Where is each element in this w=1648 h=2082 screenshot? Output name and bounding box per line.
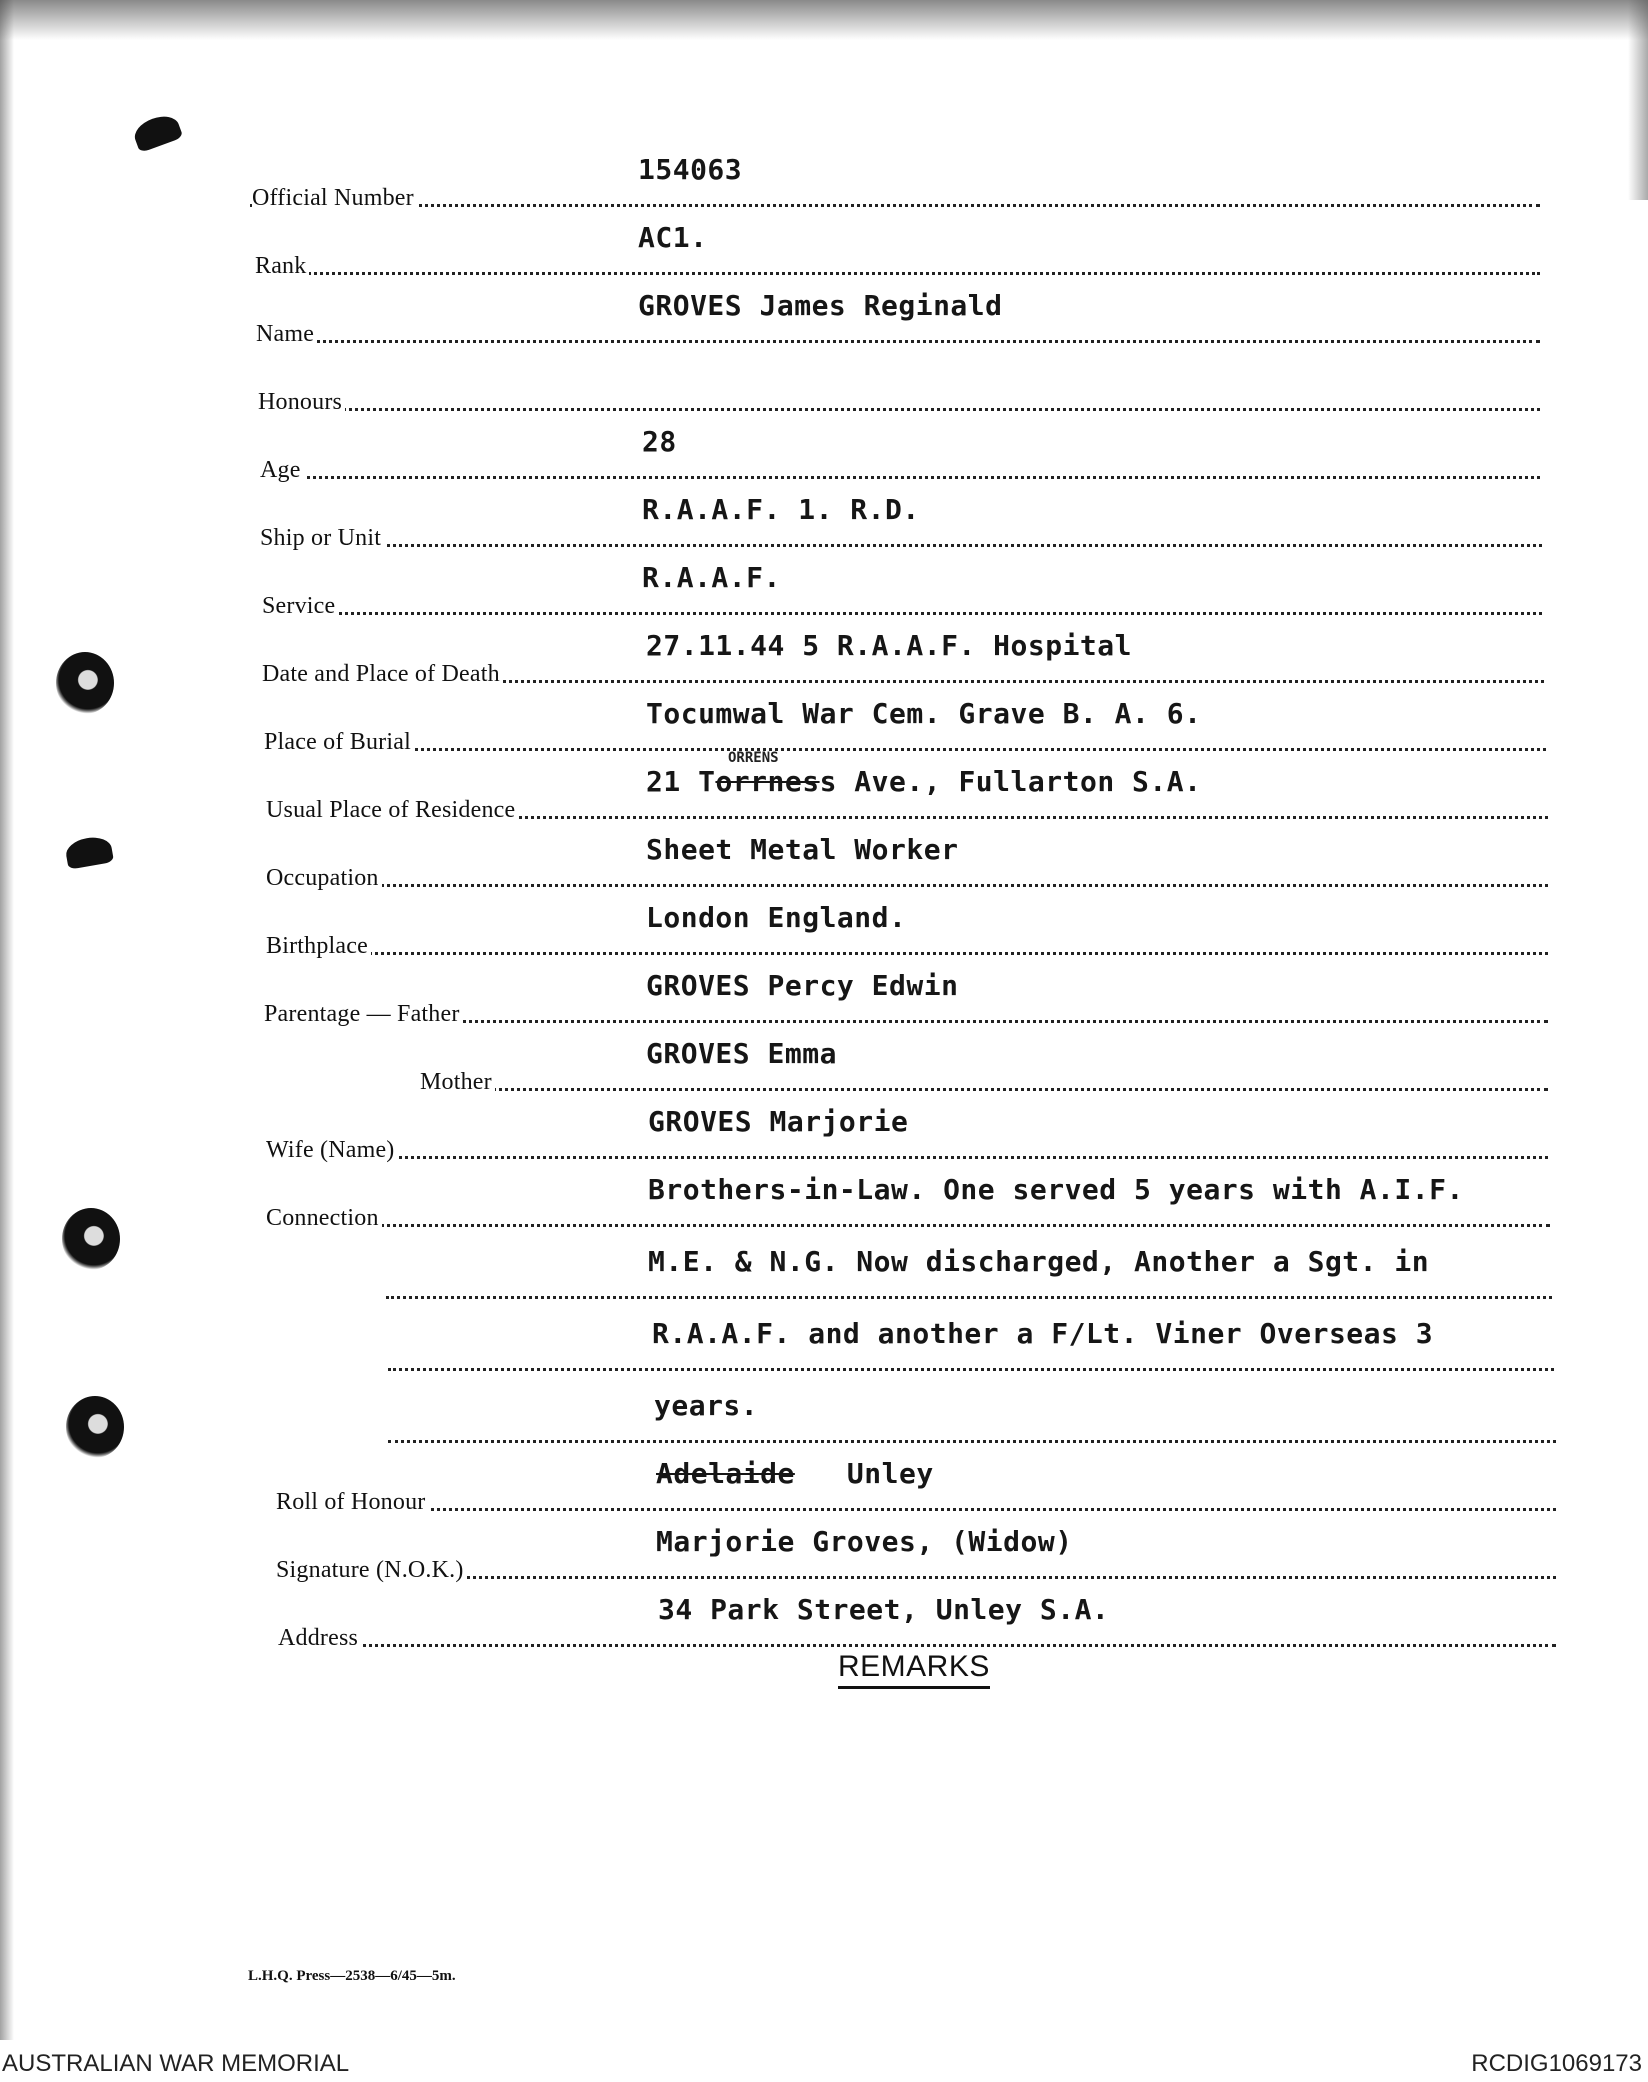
dotted-line [278,1644,1556,1647]
field-wife-name [0,1098,1648,1168]
dotted-line [260,476,1540,479]
field-value: 27.11.44 5 R.A.A.F. Hospital [646,629,1133,662]
dotted-line [266,952,1548,955]
field-value: GROVES James Reginald [638,289,1003,322]
dotted-line [256,340,1540,343]
field-label: Birthplace [266,933,371,960]
field-value: 28 [642,425,677,458]
dotted-line [266,1156,1548,1159]
field-service [0,554,1648,624]
field-label: Date and Place of Death [262,661,503,688]
field-value: R.A.A.F. 1. R.D. [642,493,920,526]
dotted-line [250,204,1540,207]
field-value: GROVES Percy Edwin [646,969,959,1002]
dotted-line [258,408,1540,411]
field-date-place-of-death [0,622,1648,692]
press-note: L.H.Q. Press—2538—6/45—5m. [248,1968,456,1984]
field-ship-or-unit [0,486,1648,556]
field-label: Connection [266,1205,382,1232]
field-value: Brothers-in-Law. One served 5 years with A.I.F. [648,1173,1464,1206]
field-value: GROVES Emma [646,1037,837,1070]
dotted-line [276,1576,1556,1579]
field-value: 34 Park Street, Unley S.A. [658,1593,1110,1626]
struck-text: Adelaide [656,1457,795,1490]
field-label: Name [256,321,317,348]
field-value: GROVES Marjorie [648,1105,909,1138]
field-rank [0,214,1648,284]
field-value: Marjorie Groves, (Widow) [656,1525,1073,1558]
dotted-line [266,1224,1550,1227]
field-value: years. [654,1389,759,1422]
handwritten-correction: ORRENS [728,750,779,766]
archive-credit: AUSTRALIAN WAR MEMORIAL [2,2050,350,2077]
field-birthplace [0,894,1648,964]
field-address [0,1586,1648,1656]
field-signature-nok [0,1518,1648,1588]
field-label: Place of Burial [264,729,414,756]
field-value: AC1. [638,221,708,254]
field-name [0,282,1648,352]
field-value: Sheet Metal Worker [646,833,959,866]
field-value: London England. [646,901,907,934]
field-parentage-mother [0,1030,1648,1100]
field-label: Mother [420,1069,495,1096]
field-label: Address [278,1625,361,1652]
field-label: Roll of Honour [276,1489,428,1516]
scan-top-edge [0,0,1648,40]
dotted-line [260,544,1542,547]
field-value: 21 Torrness Ave., Fullarton S.A. [646,765,1202,798]
field-label: Usual Place of Residence [266,797,518,824]
field-connection-line-2 [0,1238,1648,1308]
field-age [0,418,1648,488]
field-official-number [0,146,1648,216]
field-honours [0,350,1648,420]
field-label: Wife (Name) [266,1137,398,1164]
field-label: Honours [258,389,345,416]
field-connection-line-3 [0,1310,1648,1380]
dotted-line [388,1368,1554,1371]
field-usual-place-of-residence [0,750,1648,828]
field-label: Signature (N.O.K.) [276,1557,467,1584]
struck-text: orrnes [715,765,820,798]
field-value: Tocumwal War Cem. Grave B. A. 6. [646,697,1202,730]
dotted-line [262,612,1542,615]
field-label: Rank [255,253,309,280]
dotted-line [276,1508,1556,1511]
field-value: 154063 [638,153,743,186]
dotted-line [255,272,1540,275]
field-label: Official Number [252,185,417,212]
archive-reference: RCDIG1069173 [1471,2050,1642,2077]
field-value: M.E. & N.G. Now discharged, Another a Sgt. in [648,1245,1430,1278]
field-label: Age [260,457,304,484]
dotted-line [388,1440,1556,1443]
dotted-line [386,1296,1552,1299]
dotted-line [266,884,1548,887]
field-occupation [0,826,1648,896]
field-label: Ship or Unit [260,525,384,552]
field-value: R.A.A.F. and another a F/Lt. Viner Overseas 3 [652,1317,1434,1350]
field-connection-line-4 [0,1382,1648,1452]
field-connection [0,1166,1648,1236]
field-label: Parentage — Father [264,1001,463,1028]
field-place-of-burial [0,690,1648,760]
field-label: Occupation [266,865,382,892]
dotted-line [420,1088,1548,1091]
field-parentage-father [0,962,1648,1032]
field-roll-of-honour [0,1450,1648,1520]
field-label: Service [262,593,338,620]
remarks-heading: REMARKS [838,1650,990,1689]
field-value: Adelaide Unley [656,1457,934,1490]
field-value: R.A.A.F. [642,561,781,594]
dotted-line [264,748,1546,751]
